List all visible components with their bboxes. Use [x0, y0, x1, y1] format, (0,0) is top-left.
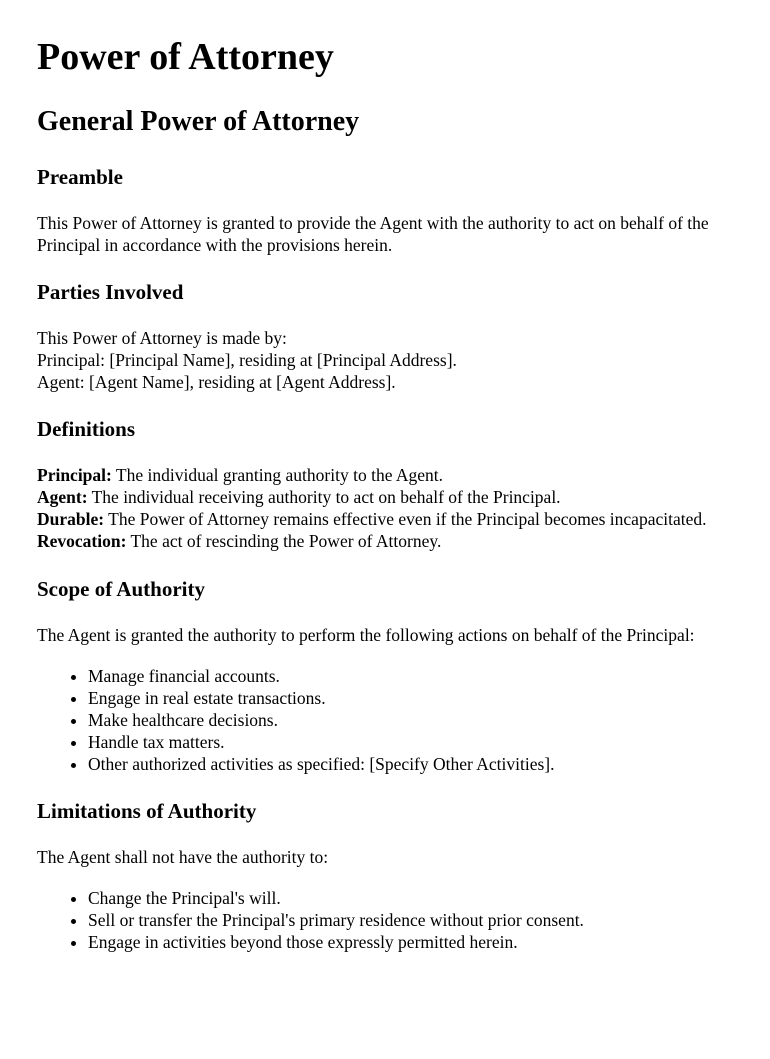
scope-heading: Scope of Authority: [37, 577, 205, 601]
parties-text: [37, 327, 733, 393]
scope-section: [37, 577, 733, 775]
limitations-heading: Limitations of Authority: [37, 799, 257, 823]
definition-item: [37, 464, 733, 486]
parties-line: Principal: [Principal Name], residing at [Principal Address].: [37, 350, 457, 370]
list-item: • Make healthcare decisions.: [88, 709, 733, 731]
definitions-heading: Definitions: [37, 417, 136, 441]
preamble-section: [37, 165, 733, 256]
definitions-section: [37, 417, 733, 552]
parties-section: [37, 280, 733, 393]
scope-intro: The Agent is granted the authority to perform the following actions on behalf of the Principal:: [37, 625, 695, 645]
definition-item: [37, 508, 733, 530]
definition-term: Principal:: [37, 465, 112, 485]
limitations-section: [37, 799, 733, 953]
document-page: [0, 35, 770, 953]
definition-text: The individual granting authority to the Agent.: [111, 465, 444, 485]
parties-line: Agent: [Agent Name], residing at [Agent Address].: [37, 372, 396, 392]
list-item: • Manage financial accounts.: [88, 665, 733, 687]
definition-item: [37, 486, 733, 508]
document-subtitle: General Power of Attorney: [37, 106, 360, 137]
parties-heading: Parties Involved: [37, 280, 184, 304]
preamble-text: This Power of Attorney is granted to provide the Agent with the authority to act on behalf of the Principal in accordance with the provisions herein.: [37, 213, 709, 255]
definitions-text: [37, 464, 733, 552]
scope-list: [37, 665, 733, 775]
definition-term: Revocation:: [37, 531, 127, 551]
list-item: • Engage in activities beyond those expressly permitted herein.: [88, 931, 733, 953]
preamble-heading: Preamble: [37, 165, 123, 189]
list-item: • Change the Principal's will.: [88, 887, 733, 909]
definition-text: The act of rescinding the Power of Attorney.: [126, 531, 442, 551]
list-item: • Sell or transfer the Principal's primary residence without prior consent.: [88, 909, 733, 931]
document-title: Power of Attorney: [37, 36, 334, 78]
list-item: • Other authorized activities as specified: [Specify Other Activities].: [88, 753, 733, 775]
parties-line: This Power of Attorney is made by:: [37, 328, 287, 348]
list-item: • Engage in real estate transactions.: [88, 687, 733, 709]
list-item: • Handle tax matters.: [88, 731, 733, 753]
limitations-intro: The Agent shall not have the authority to:: [37, 847, 329, 867]
limitations-list: [37, 887, 733, 953]
definition-term: Durable:: [37, 509, 105, 529]
definition-text: The individual receiving authority to act on behalf of the Principal.: [87, 487, 561, 507]
definition-term: Agent:: [37, 487, 88, 507]
definition-text: The Power of Attorney remains effective even if the Principal becomes incapacitated.: [104, 509, 707, 529]
definition-item: [37, 530, 733, 552]
